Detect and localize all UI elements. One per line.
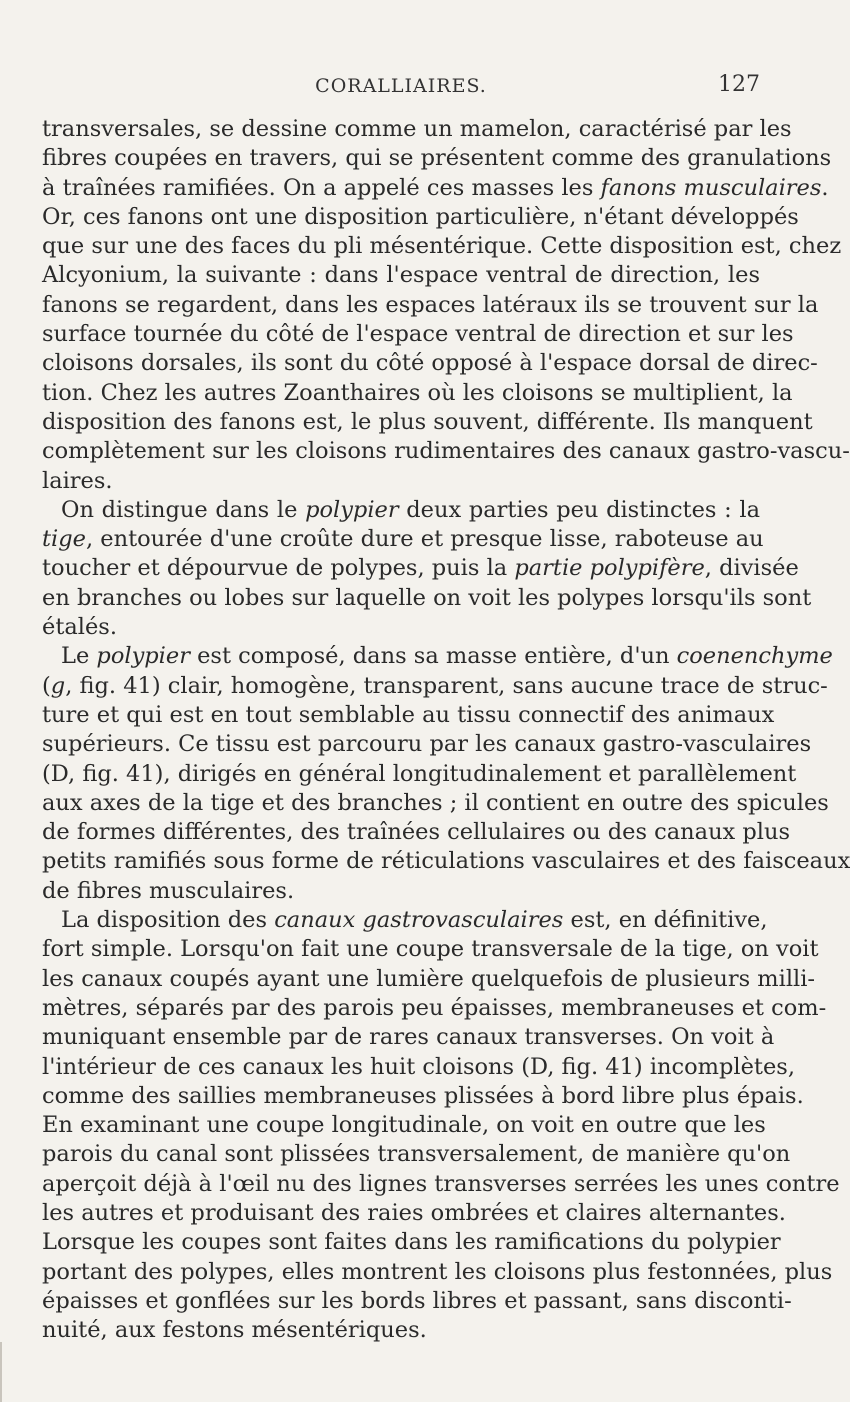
text-line: disposition des fanons est, le plus souvent, différente. Ils manquent [42,408,813,435]
text-line: mètres, séparés par des parois peu épaisses, membraneuses et com- [42,994,827,1021]
text-line: étalés. [42,614,117,641]
text-line: parois du canal sont plissées transversalement, de manière qu'on [42,1141,791,1168]
text-line: fibres coupées en travers, qui se présentent comme des granulations [42,145,832,172]
text-line: (g, fig. 41) clair, homogène, transparent, sans aucune trace de struc- [42,672,828,699]
text-line: cloisons dorsales, ils sont du côté opposé à l'espace dorsal de direc- [42,350,818,377]
text-line: Or, ces fanons ont une disposition particulière, n'étant développés [42,203,799,230]
text-line: comme des saillies membraneuses plissées à bord libre plus épais. [42,1082,804,1109]
text-line: En examinant une coupe longitudinale, on voit en outre que les [42,1112,766,1139]
text-line: ture et qui est en tout semblable au tissu connectif des animaux [42,701,775,728]
text-line: tion. Chez les autres Zoanthaires où les cloisons se multiplient, la [42,379,793,406]
text-line: La disposition des canaux gastrovasculaires est, en définitive, [61,907,768,934]
text-line: (D, fig. 41), dirigés en général longitudinalement et parallèlement [42,760,797,787]
text-line: Lorsque les coupes sont faites dans les ramifications du polypier [42,1229,781,1256]
chapter-title: CORALLIAIRES. [315,75,487,97]
text-line: complètement sur les cloisons rudimentaires des canaux gastro-vascu- [42,438,850,465]
text-line: de formes différentes, des traînées cellulaires ou des canaux plus [42,819,791,846]
text-line: tige, entourée d'une croûte dure et presque lisse, raboteuse au [42,526,764,553]
text-line: On distingue dans le polypier deux parties peu distinctes : la [61,496,760,523]
text-line: supérieurs. Ce tissu est parcouru par les canaux gastro-vasculaires [42,731,812,758]
text-line: Alcyonium, la suivante : dans l'espace ventral de direction, les [42,262,760,289]
text-line: fanons se regardent, dans les espaces latéraux ils se trouvent sur la [42,291,819,318]
text-line: à traînées ramifiées. On a appelé ces masses les fanons musculaires. [42,174,829,201]
text-line: petits ramifiés sous forme de réticulations vasculaires et des faisceaux [42,848,850,875]
text-line: l'intérieur de ces canaux les huit cloisons (D, fig. 41) incomplètes, [42,1053,795,1080]
text-line: fort simple. Lorsqu'on fait une coupe transversale de la tige, on voit [42,936,819,963]
text-line: surface tournée du côté de l'espace ventral de direction et sur les [42,321,794,348]
text-line: portant des polypes, elles montrent les cloisons plus festonnées, plus [42,1258,833,1285]
text-line: les canaux coupés ayant une lumière quelquefois de plusieurs milli- [42,965,816,992]
page-edge-shadow [0,1342,8,1402]
text-line: que sur une des faces du pli mésentérique. Cette disposition est, chez [42,233,842,260]
body-text [42,115,850,1345]
running-header [42,72,760,105]
text-line: en branches ou lobes sur laquelle on voit les polypes lorsqu'ils sont [42,584,812,611]
text-line: muniquant ensemble par de rares canaux transverses. On voit à [42,1024,775,1051]
text-line: Le polypier est composé, dans sa masse entière, d'un coenenchyme [61,643,833,670]
text-line: aperçoit déjà à l'œil nu des lignes transverses serrées les unes contre [42,1170,840,1197]
text-line: de fibres musculaires. [42,877,295,904]
text-line: nuité, aux festons mésentériques. [42,1317,427,1344]
text-line: toucher et dépourvue de polypes, puis la partie polypifère, divisée [42,555,799,582]
text-line: transversales, se dessine comme un mamelon, caractérisé par les [42,116,792,142]
text-line: épaisses et gonflées sur les bords libres et passant, sans disconti- [42,1287,792,1314]
page-number: 127 [718,72,760,97]
text-line: laires. [42,467,113,494]
text-line: les autres et produisant des raies ombrées et claires alternantes. [42,1199,786,1226]
text-line: aux axes de la tige et des branches ; il contient en outre des spicules [42,789,829,816]
